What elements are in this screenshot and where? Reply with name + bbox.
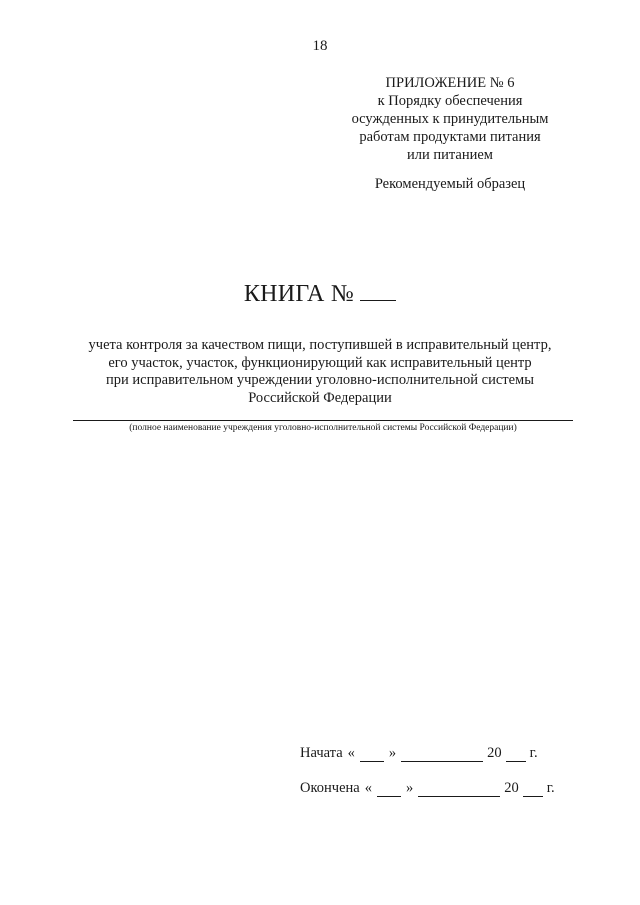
subtitle-line: учета контроля за качеством пищи, поступившей в исправительный центр,: [88, 337, 552, 353]
finished-day-blank[interactable]: [377, 783, 401, 797]
finished-label: Окончена: [300, 780, 360, 796]
institution-name-blank[interactable]: [73, 420, 573, 421]
finished-month-blank[interactable]: [418, 783, 500, 797]
started-label: Начата: [300, 745, 343, 761]
finished-century: 20: [504, 780, 519, 796]
close-quote: »: [405, 780, 414, 796]
started-century: 20: [487, 745, 502, 761]
finished-year-blank[interactable]: [523, 783, 543, 797]
started-date-row: [300, 745, 580, 762]
started-year-blank[interactable]: [506, 748, 526, 762]
institution-caption: (полное наименование учреждения уголовно-исполнительной системы Российской Федерации): [129, 423, 517, 433]
book-title: КНИГА №: [243, 281, 355, 307]
book-title-row: [0, 280, 640, 308]
appendix-line: к Порядку обеспечения: [377, 93, 523, 109]
sample-note: Рекомендуемый образец: [374, 176, 526, 192]
appendix-line: или питанием: [407, 147, 493, 163]
subtitle-line: при исправительном учреждении уголовно-исполнительной системы: [106, 372, 534, 388]
started-year-suffix: г.: [529, 745, 538, 761]
book-subtitle: [40, 337, 600, 407]
finished-year-suffix: г.: [546, 780, 555, 796]
appendix-header: [340, 74, 560, 164]
book-number-blank[interactable]: [360, 280, 396, 301]
subtitle-line: Российской Федерации: [248, 389, 392, 406]
started-day-blank[interactable]: [360, 748, 384, 762]
close-quote: »: [388, 745, 397, 761]
open-quote: «: [347, 745, 355, 761]
appendix-line: ПРИЛОЖЕНИЕ № 6: [385, 75, 515, 91]
finished-date-row: [300, 780, 580, 797]
page-number: 18: [312, 38, 328, 54]
appendix-line: осужденных к принудительным: [351, 111, 549, 127]
started-month-blank[interactable]: [401, 748, 483, 762]
appendix-line: работам продуктами питания: [359, 129, 541, 145]
open-quote: «: [364, 780, 372, 796]
subtitle-line: его участок, участок, функционирующий как исправительный центр: [108, 354, 532, 371]
